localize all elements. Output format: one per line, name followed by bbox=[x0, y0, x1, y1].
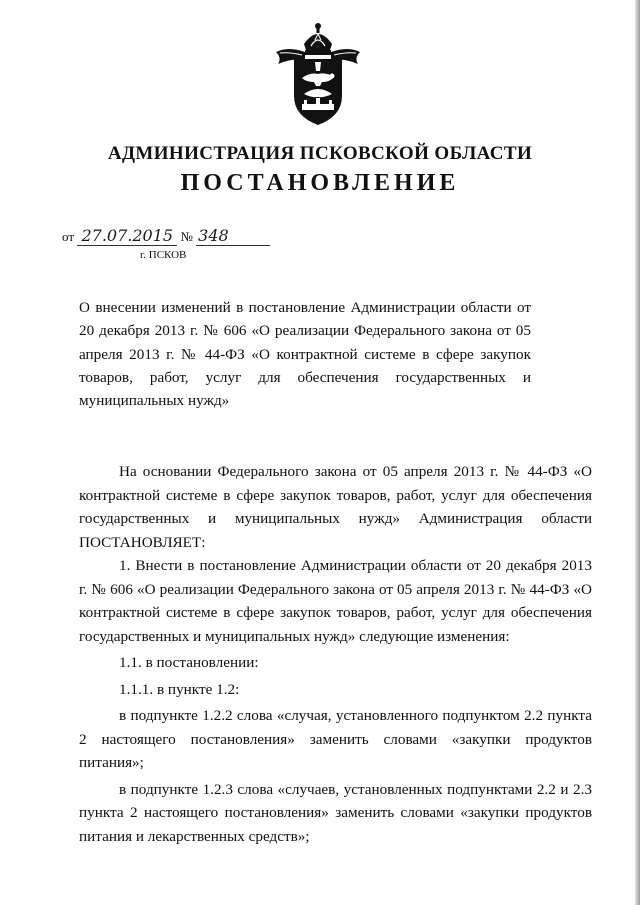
body-paragraph-subitem-1-2-3: в подпункте 1.2.3 слова «случаев, установленных подпунктами 2.2 и 2.3 пункта 2 настоящего постановления» заменить словами «закупки продуктов питания и лекарственных средств»; bbox=[79, 780, 592, 845]
document-subject: О внесении изменений в постановление Администрации области от 20 декабря 2013 г. № 606 «О реализации Федерального закона от 05 апреля 2013 г. № 44-ФЗ «О контрактной системе в сфере закупок товаров, работ, услуг для обеспечения государственных и муниципальных нужд» bbox=[79, 299, 531, 410]
number-sign: № bbox=[180, 229, 193, 244]
body-paragraph-basis: На основании Федерального закона от 05 апреля 2013 г. № 44-ФЗ «О контрактной системе в сфере закупок товаров, работ, услуг для обеспечения государственных и муниципальных нужд» Администрация области ПОСТАНОВЛЯЕТ: bbox=[79, 463, 592, 551]
document-date-number-line bbox=[62, 226, 270, 246]
body-paragraph-item-1: 1. Внести в постановление Администрации области от 20 декабря 2013 г. № 606 «О реализации Федерального закона от 05 апреля 2013 г. № 44-ФЗ «О контрактной системе в сфере закупок товаров, работ, услуг для обеспечения государственных и муниципальных нужд» следующие изменения: bbox=[79, 557, 592, 645]
body-paragraph-item-1-1: 1.1. в постановлении: bbox=[119, 654, 259, 671]
body-paragraph-subitem-1-2-2: в подпункте 1.2.2 слова «случая, установленного подпунктом 2.2 пункта 2 настоящего постановления» заменить словами «закупки продуктов питания»; bbox=[79, 707, 592, 771]
document-number: 348 bbox=[196, 226, 270, 246]
scan-page-edge bbox=[635, 0, 640, 905]
body-paragraph-item-1-1-1: 1.1.1. в пункте 1.2: bbox=[119, 680, 240, 698]
city-label: г. ПСКОВ bbox=[140, 249, 187, 261]
date-prefix: от bbox=[62, 229, 75, 244]
organization-title: АДМИНИСТРАЦИЯ ПСКОВСКОЙ ОБЛАСТИ bbox=[107, 143, 533, 164]
document-type-heading: ПОСТАНОВЛЕНИЕ bbox=[180, 170, 460, 196]
document-body bbox=[79, 460, 592, 848]
pskov-coat-of-arms-icon bbox=[274, 22, 362, 126]
document-date: 27.07.2015 bbox=[77, 226, 177, 246]
